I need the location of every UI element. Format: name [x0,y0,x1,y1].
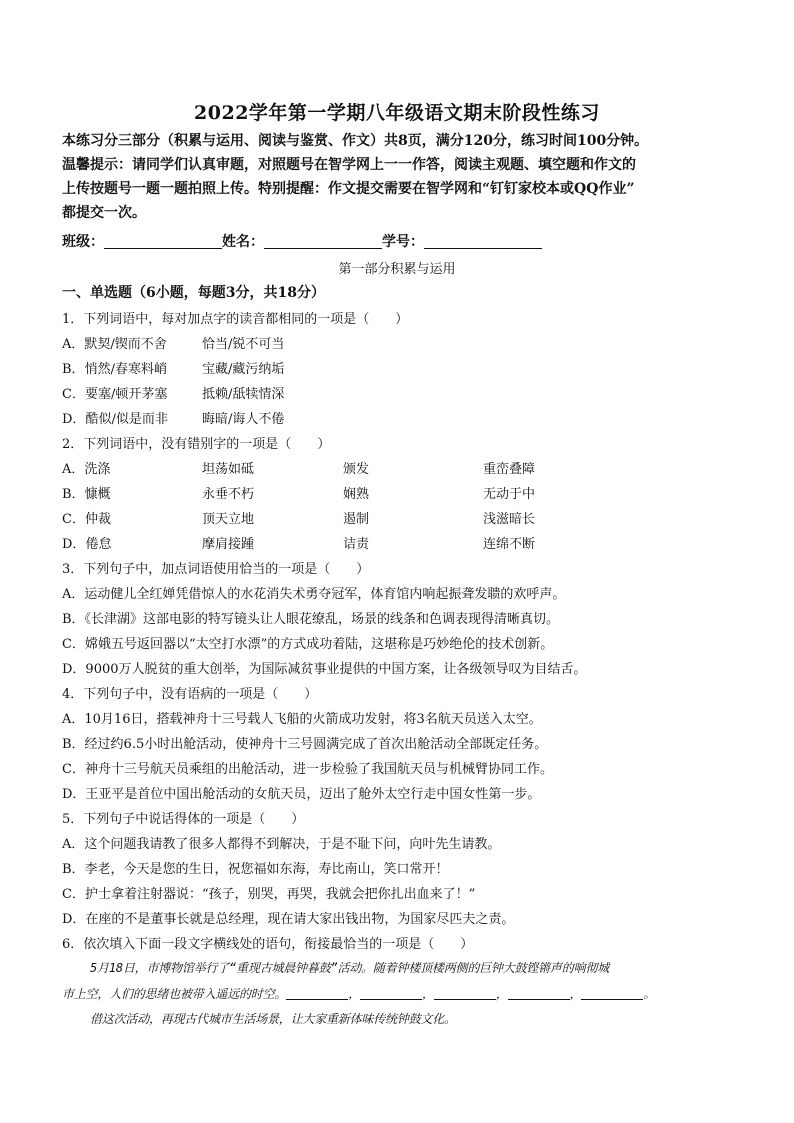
q1-option-d [62,408,168,427]
intro-line: 温馨提示：请同学们认真审题，对照题号在智学网上一一作答，阅读主观题、填空题和作文的 [62,157,636,173]
q2-option-d [62,533,111,552]
option-word: 恰当/锐不可当 [202,337,285,352]
separator: ， [569,987,582,1001]
question-stem: 3．下列句子中，加点词语使用恰当的一项是（ ） [62,562,370,577]
class-label: 班级： [62,234,104,250]
question-stem: 6．依次填入下面一段文字横线处的语句，衔接最恰当的一项是（ ） [62,937,474,952]
fill-blank-1[interactable] [286,987,348,1000]
option-word: 诘责 [343,537,370,552]
q3-option: C．嫦娥五号返回器以“太空打水漂”的方式成功着陆，这堪称是巧妙绝伦的技术创新。 [62,637,554,652]
option-word: 宝藏/藏污纳垢 [202,362,285,377]
question-stem: 4．下列句子中，没有语病的一项是（ ） [62,687,318,702]
q3-option: A．运动健儿全红婵凭借惊人的水花消失术勇夺冠军，体育馆内响起振聋发聩的欢呼声。 [62,587,566,602]
option-word: 无动于中 [483,487,536,502]
option-word: 娴熟 [343,487,370,502]
option-label: C． [62,512,85,527]
option-word: 默契/锲而不舍 [84,337,167,352]
passage-text: 市上空，人们的思绪也被带入遥远的时空。 [62,987,287,1001]
question-stem: 2．下列词语中，没有错别字的一项是（ ） [62,437,331,452]
q5-option: D．在座的不是董事长就是总经理，现在请大家出钱出物，为国家尽匹夫之责。 [62,912,515,927]
q4-option: D．王亚平是首位中国出舱活动的女航天员，迈出了舱外太空行走中国女性第一步。 [62,787,541,802]
student-info-row [62,230,742,254]
option-label: D． [62,412,86,427]
option-word: 顶天立地 [202,512,255,527]
option-label: A． [62,337,85,352]
q5-option: B．李老，今天是您的生日，祝您福如东海，寿比南山，笑口常开！ [62,862,449,877]
q1-option-b [62,358,167,377]
end-punct: 。 [643,987,656,1001]
q4-option: C．神舟十三号航天员乘组的出舱活动，进一步检验了我国航天员与机械臂协同工作。 [62,762,553,777]
option-label: A． [62,462,85,477]
option-word: 摩肩接踵 [202,537,255,552]
fill-blank-2[interactable] [360,987,422,1000]
option-word: 晦暗/诲人不倦 [202,412,285,427]
option-word: 要塞/顿开茅塞 [84,387,168,402]
q3-option: B．《长津湖》这部电影的特写镜头让人眼花缭乱，场景的线条和色调表现得清晰真切。 [62,612,560,627]
option-label: B． [62,487,85,502]
fill-blank-3[interactable] [434,987,496,1000]
fill-blank-4[interactable] [508,987,570,1000]
name-label: 姓名： [222,234,264,250]
page-title: 2022学年第一学期八年级语文期末阶段性练习 [194,102,600,124]
q3-option: D．9000万人脱贫的重大创举，为国际减贫事业提供的中国方案，让各级领导叹为目结舌。 [62,662,587,677]
option-word: 倦怠 [85,537,112,552]
name-blank[interactable] [264,232,382,249]
student-id-blank[interactable] [424,232,542,249]
option-word: 洗涤 [84,462,111,477]
passage-line [62,985,655,1002]
passage-line: 借这次活动，再现古代城市生活场景，让大家重新体味传统钟鼓文化。 [90,1012,456,1026]
class-blank[interactable] [104,232,222,249]
fill-blank-5[interactable] [581,987,643,1000]
q2-option-b [62,483,111,502]
q2-option-c [62,508,111,527]
option-word: 酷似/似是而非 [85,412,168,427]
question-stem: 1．下列词语中，每对加点字的读音都相同的一项是（ ） [62,312,409,327]
option-label: B． [62,362,85,377]
option-word: 重峦叠障 [483,462,536,477]
option-word: 颁发 [343,462,370,477]
q2-option-a [62,458,110,477]
question-stem: 5．下列句子中说话得体的一项是（ ） [62,812,305,827]
section-title: 一、单选题（6小题，每题3分，共18分） [62,285,325,301]
option-word: 悄然/春寒料峭 [84,362,167,377]
q5-option: A．这个问题我请教了很多人都得不到解决，于是不耻下问，向叶先生请教。 [62,837,501,852]
q1-option-c [62,383,167,402]
q1-option-a [62,333,167,352]
option-word: 永垂不朽 [202,487,255,502]
intro-line: 上传按题号一题一题拍照上传。特别提醒：作文提交需要在智学网和“钉钉家校本或QQ作业” [62,181,635,197]
separator: ， [348,987,361,1001]
option-word: 仲裁 [84,512,111,527]
option-label: C． [62,387,85,402]
option-word: 遏制 [343,512,370,527]
option-word: 抵赖/舐犊情深 [202,387,285,402]
intro-line: 都提交一次。 [62,205,146,221]
option-word: 坦荡如砥 [202,462,255,477]
q5-option: C．护士拿着注射器说：“孩子，别哭，再哭，我就会把你扎出血来了！” [62,887,476,902]
option-word: 浅滋暗长 [483,512,536,527]
separator: ， [495,987,508,1001]
part-title: 第一部分积累与运用 [338,262,456,277]
passage-line: 5月18日，市博物馆举行了“重现古城晨钟暮鼓”活动。随着钟楼顶楼两侧的巨钟大鼓铿锵声的响彻城 [90,961,609,975]
option-label: D． [62,537,86,552]
student-id-label: 学号： [382,234,424,250]
q4-option: B．经过约6.5小时出舱活动，使神舟十三号圆满完成了首次出舱活动全部既定任务。 [62,737,548,752]
q4-option: A．10月16日，搭载神舟十三号载人飞船的火箭成功发射，将3名航天员送入太空。 [62,712,542,727]
option-word: 连绵不断 [483,537,536,552]
separator: ， [422,987,434,1001]
option-word: 慷概 [84,487,111,502]
intro-line: 本练习分三部分（积累与运用、阅读与鉴赏、作文）共8页，满分120分，练习时间100分钟。 [62,133,649,149]
